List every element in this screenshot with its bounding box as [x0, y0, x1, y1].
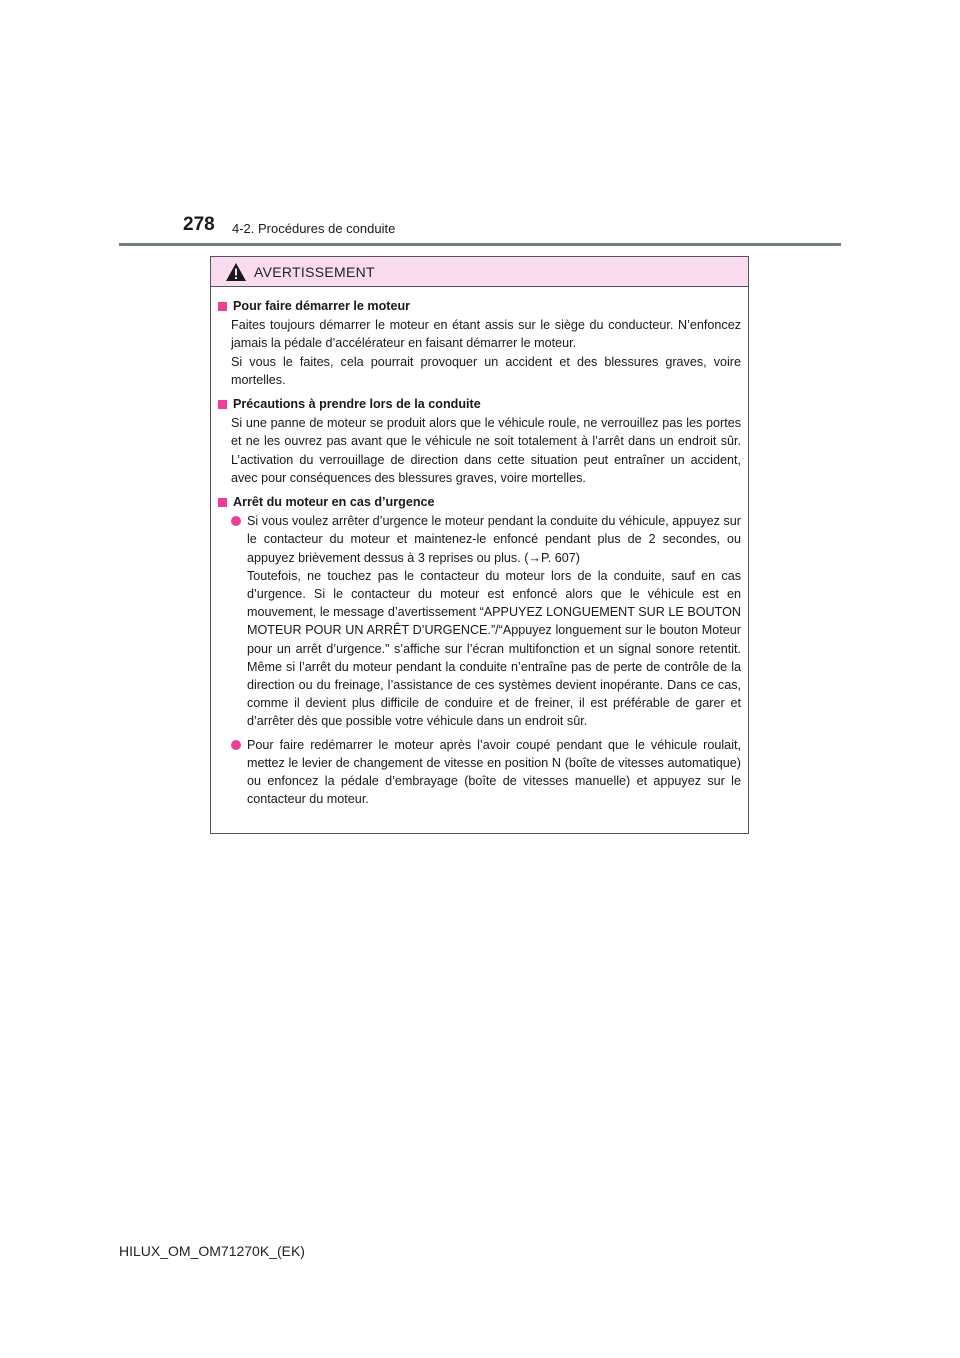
list-item-line: Si vous voulez arrêter d’urgence le moteur pendant la conduite du véhicule, appuyez sur le contacteur du moteur et maintenez-le enfoncé pendant plus de 2 secondes, ou appuyez brièvement dessus à 3 reprises ou plus. (→P. 607) [247, 514, 741, 565]
section-heading: Pour faire démarrer le moteur [233, 299, 411, 313]
round-bullet-icon [231, 516, 241, 526]
section-driving-precautions [218, 395, 741, 487]
section-start-engine [218, 297, 741, 389]
header-rule [119, 243, 841, 246]
section-heading: Précautions à prendre lors de la conduite [233, 397, 481, 412]
document-code: HILUX_OM_OM71270K_(EK) [119, 1243, 305, 1259]
section-heading: Arrêt du moteur en cas d’urgence [233, 495, 435, 510]
section-emergency-stop [218, 493, 741, 808]
list-item [231, 512, 741, 730]
list-item-text [247, 512, 741, 730]
list-item-line: Pour faire redémarrer le moteur après l’avoir coupé pendant que le véhicule roulait, mettez le levier de changement de vitesse en position N (boîte de vitesses automatique) ou enfoncez la pédale d’embrayage (boîte de vitesses manuelle) et appuyez sur le contacteur du moteur. [247, 737, 741, 807]
paragraph: Faites toujours démarrer le moteur en étant assis sur le siège du conducteur. N’enfoncez jamais la pédale d’accélérateur en faisant démarrer le moteur. [231, 318, 741, 351]
section-title: 4-2. Procédures de conduite [232, 221, 396, 236]
round-bullet-icon [231, 740, 241, 750]
page-number: 278 [183, 214, 215, 235]
paragraph: Si une panne de moteur se produit alors que le véhicule roule, ne verrouillez pas les portes et ne les ouvrez pas avant que le véhicule ne soit totalement à l’arrêt dans un endroit sûr. L’activation du verrouillage de direction dans cette situation peut entraîner un accident, avec pour conséquences des blessures graves, voire mortelles. [231, 416, 741, 485]
warning-title: AVERTISSEMENT [254, 263, 375, 280]
list-item [231, 736, 741, 809]
paragraph: Si vous le faites, cela pourrait provoquer un accident et des blessures graves, voire mortelles. [231, 354, 741, 387]
warning-box [210, 256, 749, 834]
section-title-driving-precautions [218, 395, 741, 413]
list-item-line: Toutefois, ne touchez pas le contacteur du moteur lors de la conduite, sauf en cas d’urgence. Si le contacteur du moteur est enfoncé alors que le véhicule est en mouvement, le message d’avertissement “APPUYEZ LONGUEMENT SUR LE BOUTON MOTEUR POUR UN ARRÊT D’URGENCE.”/“Appuyez longuement sur le bouton Moteur pour un arrêt d’urgence.” s’affiche sur l’écran multifonction et un signal sonore retentit. Même si l’arrêt du moteur pendant la conduite n’entraîne pas de perte de contrôle de la direction ou du freinage, l’assistance de ces systèmes devient inopérante. Dans ce cas, comme il devient plus difficile de conduire et de freiner, il est préférable de garer et d’arrêter dès que possible votre véhicule dans un endroit sûr. [247, 568, 741, 729]
square-bullet-icon [218, 498, 227, 507]
warning-triangle-icon [225, 262, 247, 282]
warning-body [211, 287, 748, 808]
square-bullet-icon [218, 400, 227, 409]
square-bullet-icon [218, 302, 227, 311]
list-item-text [247, 736, 741, 809]
warning-header [211, 257, 748, 287]
section-title-start-engine [218, 297, 741, 315]
section-title-emergency-stop [218, 493, 741, 511]
